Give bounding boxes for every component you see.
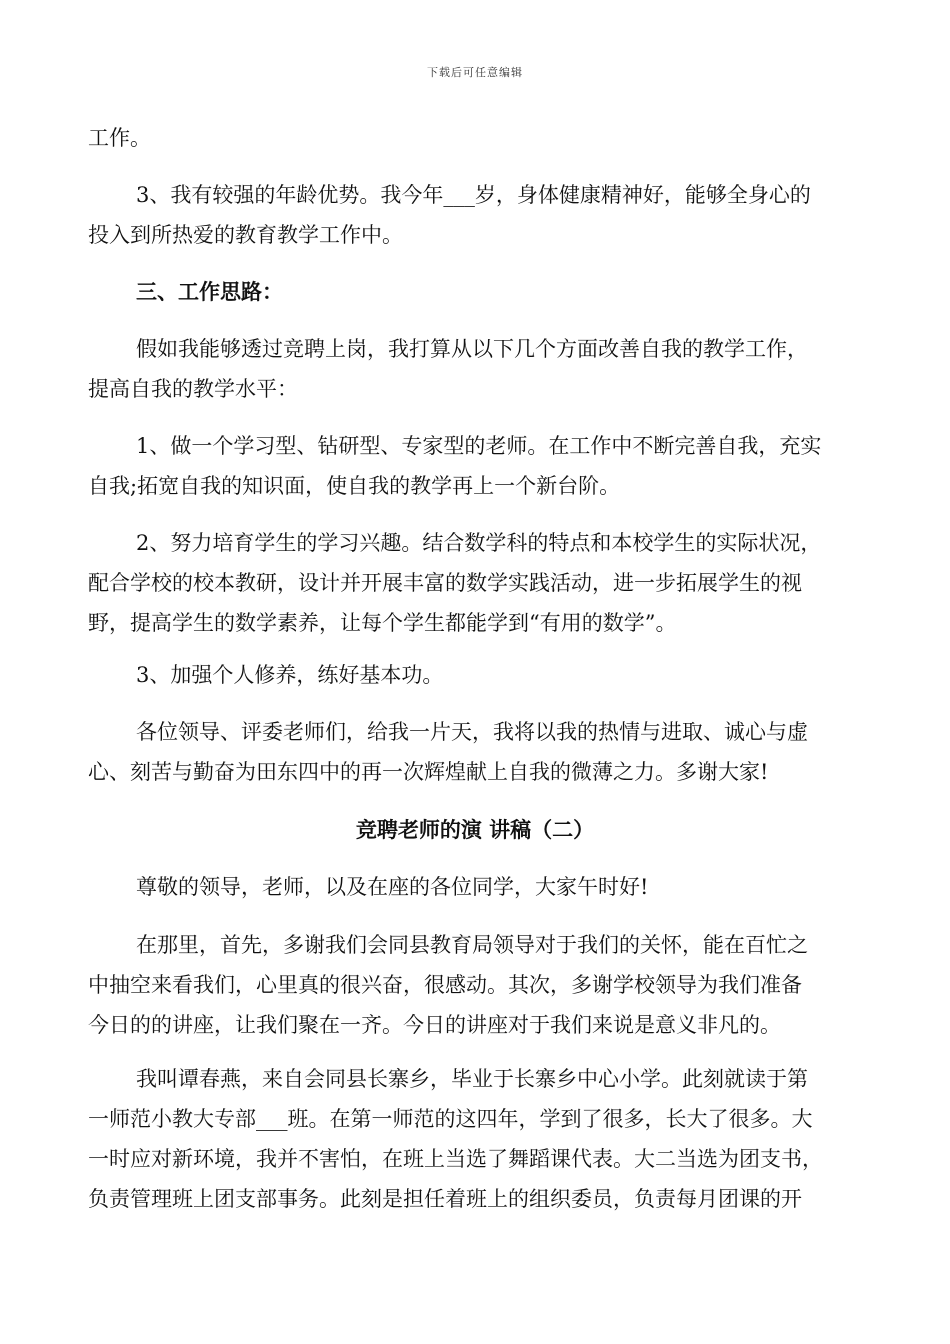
paragraph-thanks	[88, 925, 860, 1045]
speech-title: 竞聘老师的演 讲稿（二）	[355, 817, 595, 842]
text-line: 3、加强个人修养，练好基本功。	[136, 663, 444, 687]
text-line: 心、刻苦与勤奋为田东四中的再一次辉煌献上自我的微薄之力。多谢大家!	[88, 760, 769, 784]
text-line: 投入到所热爱的教育教学工作中。	[88, 223, 403, 247]
text-line: 2、努力培育学生的学习兴趣。结合数学科的特点和本校学生的实际状况，	[136, 531, 822, 555]
text-line: 一时应对新环境，我并不害怕，在班上当选了舞蹈课代表。大二当选为团支书，	[88, 1147, 823, 1171]
text-line: 3、我有较强的年龄优势。我今年___岁，身体健康精神好，能够全身心的	[136, 183, 811, 207]
text-line: 各位领导、评委老师们，给我一片天，我将以我的热情与进取、诚心与虚	[136, 720, 808, 744]
text-line: 我叫谭春燕，来自会同县长寨乡，毕业于长寨乡中心小学。此刻就读于第	[136, 1067, 808, 1091]
paragraph-plan-1	[88, 426, 860, 506]
paragraph-age-advantage	[88, 175, 860, 255]
text-line: 尊敬的领导，老师，以及在座的各位同学，大家午时好!	[136, 875, 649, 899]
text-line: 假如我能够透过竞聘上岗，我打算从以下几个方面改善自我的教学工作，	[136, 337, 808, 361]
text-line: 配合学校的校本教研，设计并开展丰富的数学实践活动，进一步拓展学生的视	[88, 571, 802, 595]
text-line: 一师范小教大专部___班。在第一师范的这四年，学到了很多，长大了很多。大	[88, 1107, 813, 1131]
text-line: 三、工作思路：	[136, 279, 283, 304]
text-line: 在那里，首先，多谢我们会同县教育局领导对于我们的关怀，能在百忙之	[136, 933, 808, 957]
text-line: 中抽空来看我们，心里真的很兴奋，很感动。其次，多谢学校领导为我们准备	[88, 973, 802, 997]
paragraph-plan-3	[88, 655, 860, 695]
text-line: 负责管理班上团支部事务。此刻是担任着班上的组织委员，负责每月团课的开	[88, 1187, 802, 1211]
text-line: 1、做一个学习型、钻研型、专家型的老师。在工作中不断完善自我，充实	[136, 434, 822, 458]
paragraph-plan-intro	[88, 329, 860, 409]
section-heading	[88, 272, 860, 312]
paragraph-greeting	[88, 867, 860, 907]
paragraph-closing	[88, 712, 860, 792]
text-line: 提高自我的教学水平：	[88, 377, 298, 401]
paragraph-self-intro	[88, 1059, 860, 1219]
text-line: 工作。	[88, 126, 151, 150]
paragraph-plan-2	[88, 523, 860, 643]
page-header: 下载后可任意编辑	[427, 66, 523, 79]
paragraph-continuation	[88, 118, 860, 158]
text-line: 野，提高学生的数学素养，让每个学生都能学到“有用的数学”。	[88, 611, 677, 635]
text-line: 自我;拓宽自我的知识面，使自我的教学再上一个新台阶。	[88, 474, 621, 498]
text-line: 今日的的讲座，让我们聚在一齐。今日的讲座对于我们来说是意义非凡的。	[88, 1013, 781, 1037]
